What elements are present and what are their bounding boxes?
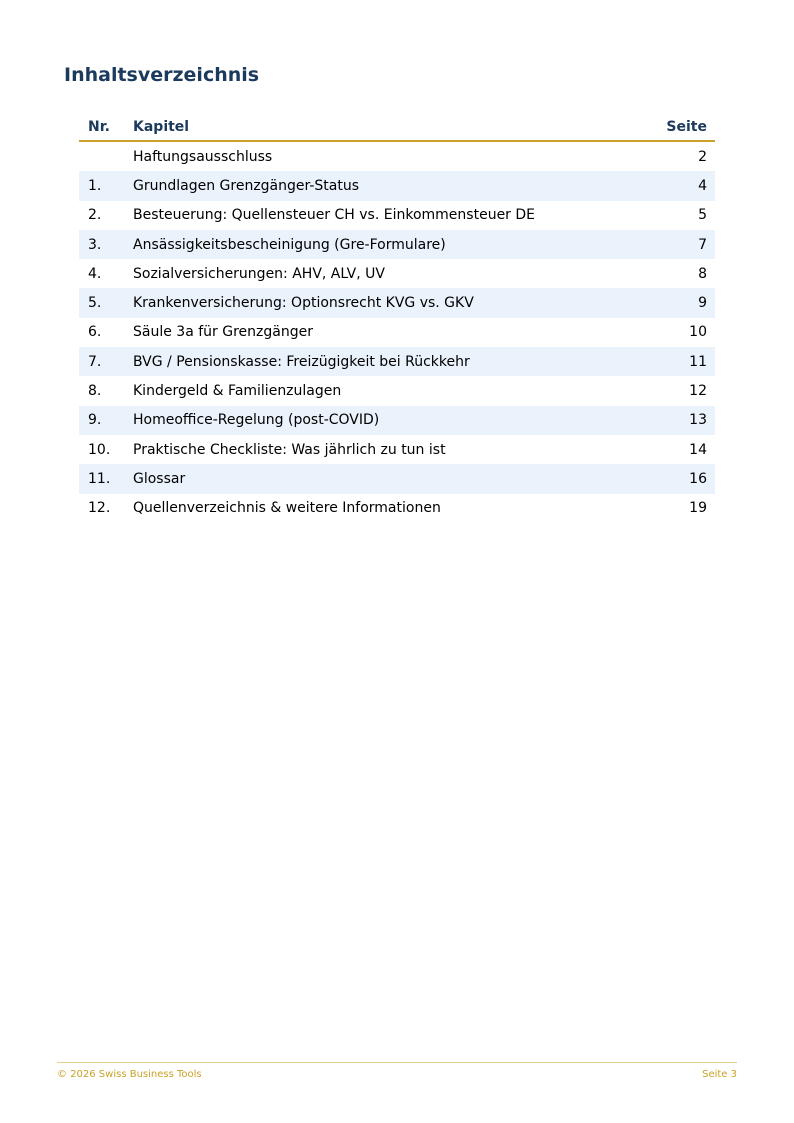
row-page: 7 bbox=[698, 236, 707, 253]
row-nr: 9. bbox=[88, 412, 102, 429]
row-nr: 4. bbox=[88, 265, 102, 282]
row-chapter: Praktische Checkliste: Was jährlich zu tun ist bbox=[133, 441, 446, 458]
row-page: 9 bbox=[698, 295, 707, 312]
footer-copyright: © 2026 Swiss Business Tools bbox=[57, 1069, 202, 1080]
row-page: 13 bbox=[689, 412, 707, 429]
row-page: 5 bbox=[698, 207, 707, 224]
row-chapter: Krankenversicherung: Optionsrecht KVG vs. GKV bbox=[133, 295, 474, 312]
table-row bbox=[79, 142, 715, 171]
row-chapter: BVG / Pensionskasse: Freizügigkeit bei Rückkehr bbox=[133, 353, 470, 370]
row-chapter: Besteuerung: Quellensteuer CH vs. Einkommensteuer DE bbox=[133, 207, 536, 224]
page-title: Inhaltsverzeichnis bbox=[64, 64, 260, 86]
row-nr: 1. bbox=[88, 177, 102, 194]
header-nr: Nr. bbox=[88, 119, 110, 135]
row-chapter: Quellenverzeichnis & weitere Informationen bbox=[133, 500, 441, 517]
row-page: 14 bbox=[689, 441, 707, 458]
table-row bbox=[79, 406, 715, 435]
table-row bbox=[79, 494, 715, 523]
row-chapter: Ansässigkeitsbescheinigung (Gre-Formulare) bbox=[133, 236, 446, 253]
table-row bbox=[79, 259, 715, 288]
row-page: 4 bbox=[698, 177, 707, 194]
footer-page-number: Seite 3 bbox=[702, 1069, 737, 1080]
row-nr: 10. bbox=[88, 441, 111, 458]
row-nr: 12. bbox=[88, 500, 111, 517]
row-page: 2 bbox=[698, 148, 707, 165]
table-row bbox=[79, 464, 715, 493]
row-chapter: Haftungsausschluss bbox=[133, 148, 273, 165]
row-page: 10 bbox=[689, 324, 707, 341]
row-page: 19 bbox=[689, 500, 707, 517]
row-nr: 6. bbox=[88, 324, 102, 341]
row-nr: 3. bbox=[88, 236, 102, 253]
header-page: Seite bbox=[666, 119, 707, 135]
table-row bbox=[79, 288, 715, 317]
row-page: 11 bbox=[689, 353, 707, 370]
page-footer bbox=[57, 1062, 737, 1080]
toc-header-row bbox=[79, 114, 715, 142]
toc-table bbox=[79, 114, 715, 523]
table-row bbox=[79, 376, 715, 405]
row-page: 12 bbox=[689, 383, 707, 400]
row-chapter: Kindergeld & Familienzulagen bbox=[133, 383, 342, 400]
row-chapter: Säule 3a für Grenzgänger bbox=[133, 324, 313, 341]
row-nr: 8. bbox=[88, 383, 102, 400]
table-row bbox=[79, 347, 715, 376]
row-nr: 11. bbox=[88, 470, 111, 487]
table-row bbox=[79, 171, 715, 200]
row-chapter: Grundlagen Grenzgänger-Status bbox=[133, 177, 360, 194]
table-row bbox=[79, 435, 715, 464]
row-nr: 7. bbox=[88, 353, 102, 370]
table-row bbox=[79, 230, 715, 259]
header-chapter: Kapitel bbox=[133, 119, 190, 135]
row-chapter: Homeoffice-Regelung (post-COVID) bbox=[133, 412, 380, 429]
toc-body bbox=[79, 142, 715, 523]
row-nr: 5. bbox=[88, 295, 102, 312]
table-row bbox=[79, 318, 715, 347]
row-page: 8 bbox=[698, 265, 707, 282]
row-chapter: Glossar bbox=[133, 470, 186, 487]
row-nr: 2. bbox=[88, 207, 102, 224]
row-chapter: Sozialversicherungen: AHV, ALV, UV bbox=[133, 265, 385, 282]
table-row bbox=[79, 201, 715, 230]
row-page: 16 bbox=[689, 470, 707, 487]
